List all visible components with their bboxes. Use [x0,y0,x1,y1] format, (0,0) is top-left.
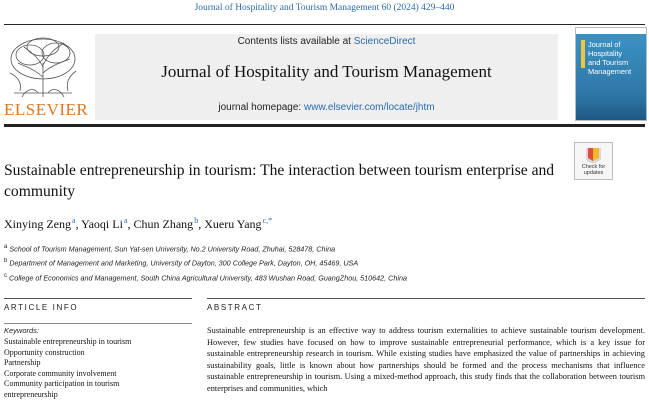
author-name[interactable]: Yaoqi Li [81,217,123,231]
journal-citation[interactable]: Journal of Hospitality and Tourism Management 60 (2024) 429–440 [194,3,455,13]
affiliation-text: School of Tourism Management, Sun Yat-sen University, No.2 University Road, Zhuhai, 528478, China [9,244,336,254]
header-rule [4,124,645,127]
abstract-text: Sustainable entrepreneurship is an effective way to address tourism externalities to achieve sustainable tourism development. However, few studies have focused on how to improve sustainable entrepreneurial performance, which is a key issue for sustainable entrepreneurship research in tourism. While existing studies have emphasized the value of partnerships in achieving sustainability goals, little is known about how partnerships should be formed and the process mechanisms that influence sustainable entrepreneurship in tourism. Using a mixed-method approach, this study finds that the collaboration between tourism enterprises and communities, which [207,326,645,393]
keyword-item: Opportunity construction [4,347,85,357]
affiliation-mark: b [4,258,8,265]
keywords-label: Keywords: [4,326,40,335]
article-title: Sustainable entrepreneurship in tourism: The interaction between tourism enterprise and community [4,162,555,200]
affiliation-text: Department of Management and Marketing, University of Dayton, 300 College Park, Dayton, OH, 45469, USA [9,258,359,268]
keyword-list [4,337,194,400]
journal-cover-thumbnail[interactable] [575,27,647,121]
author-list: Xinying Zeng $^a$, Yaoqi Li $^a$, Chun Zhang $^b$, Xueru Yang $^{c,*}$ [4,216,273,231]
keyword-item: entrepreneurship [4,389,58,399]
keyword-item: Corporate community involvement [4,368,117,378]
top-rule [4,24,645,25]
journal-title: Journal of Hospitality and Tourism Management [161,62,492,81]
keywords-rule [4,323,192,324]
author-affiliation-mark[interactable]: c,* [262,216,273,225]
keyword-item: Sustainable entrepreneurship in tourism [4,337,132,346]
affiliation-item [4,255,624,269]
author-name[interactable]: Xueru Yang [204,217,262,231]
check-for-updates-icon [575,144,612,166]
cover-top-band [576,28,646,34]
contents-line [95,36,558,47]
cover-line-3: and Tourism [588,58,629,67]
affiliation-mark: c [4,272,7,279]
author-affiliation-mark[interactable]: a [123,216,128,225]
journal-homepage-line [95,102,558,113]
check-for-updates-button[interactable] [574,142,613,180]
affiliation-item [4,270,624,284]
keyword-item: Community participation in tourism [4,379,120,388]
affiliation-list [4,241,624,284]
cover-line-2: Hospitality [588,49,623,58]
elsevier-wordmark: ELSEVIER [4,100,89,119]
abstract-rule [207,298,645,299]
author-affiliation-mark[interactable]: b [194,216,199,225]
contents-prefix: Contents lists available at [237,36,354,47]
author-name[interactable]: Xinying Zeng [4,217,71,231]
abstract-heading: ABSTRACT [207,303,263,312]
sciencedirect-link[interactable]: ScienceDirect [353,36,416,47]
article-info-heading: ARTICLE INFO [4,303,79,312]
keyword-item: Partnership [4,358,41,367]
homepage-prefix: journal homepage: [218,102,304,113]
cover-accent-bar [581,40,585,68]
check-for-updates-label: Check for updates [581,164,606,176]
cover-line-4: Management [588,67,632,76]
journal-homepage-link[interactable]: www.elsevier.com/locate/jhtm [304,102,435,113]
affiliation-mark: a [4,244,8,250]
affiliation-text: College of Economics and Management, South China Agricultural University, 483 Wushan Road, GuangZhou, 510642, China [9,273,407,283]
author-name[interactable]: Chun Zhang [133,217,194,231]
cover-line-1: Journal of [588,40,621,49]
article-info-rule [4,298,192,299]
cover-title [588,40,631,76]
affiliation-item [4,241,624,255]
author-affiliation-mark[interactable]: a [72,216,76,225]
